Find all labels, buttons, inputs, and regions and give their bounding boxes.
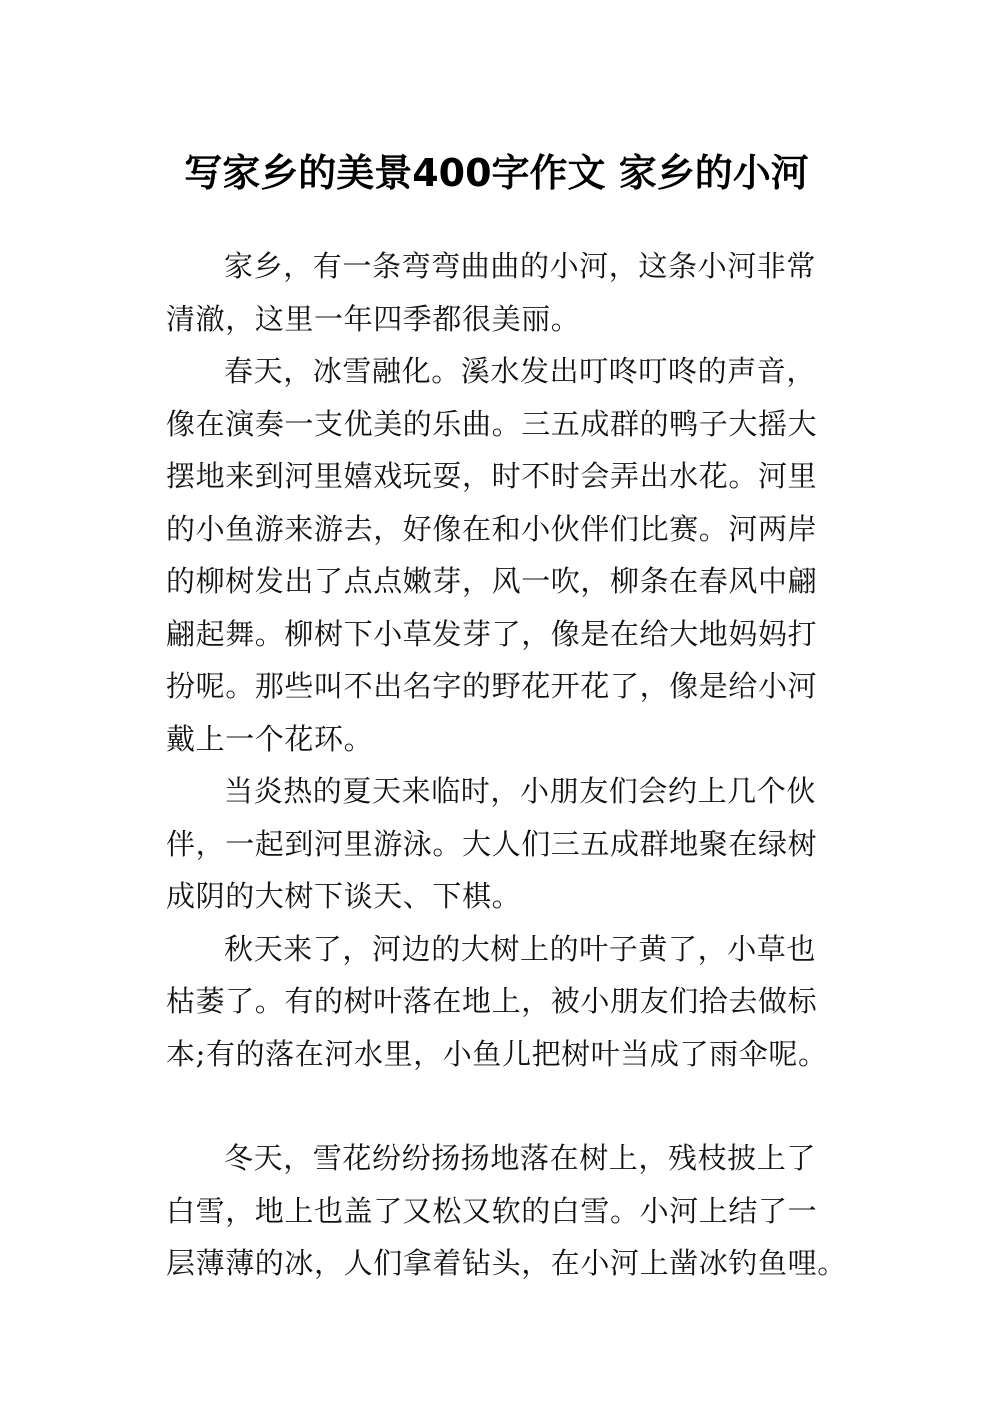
text-line: 秋天来了，河边的大树上的叶子黄了，小草也 xyxy=(224,931,817,966)
page-title: 写家乡的美景400字作文 家乡的小河 xyxy=(184,151,809,196)
text-line: 摆地来到河里嬉戏玩耍，时不时会弄出水花。河里 xyxy=(166,459,818,493)
paragraph-summer xyxy=(166,765,856,923)
text-line: 枯萎了。有的树叶落在地上，被小朋友们拾去做标 xyxy=(166,984,818,1018)
text-line: 像在演奏一支优美的乐曲。三五成群的鸭子大摇大 xyxy=(166,406,818,441)
text-line: 的小鱼游来游去，好像在和小伙伴们比赛。河两岸 xyxy=(166,511,818,546)
text-line: 冬天，雪花纷纷扬扬地落在树上，残枝披上了 xyxy=(224,1141,817,1175)
text-line: 伴，一起到河里游泳。大人们三五成群地聚在绿树 xyxy=(166,826,818,861)
text-line: 当炎热的夏天来临时，小朋友们会约上几个伙 xyxy=(224,774,817,808)
text-line: 清澈，这里一年四季都很美丽。 xyxy=(166,301,581,336)
text-line: 层薄薄的冰，人们拿着钻头，在小河上凿冰钓鱼哩。 xyxy=(166,1246,847,1280)
text-line: 成阴的大树下谈天、下棋。 xyxy=(166,879,522,913)
text-line: 白雪，地上也盖了又松又软的白雪。小河上结了一 xyxy=(166,1193,818,1228)
text-line: 本;有的落在河水里，小鱼儿把树叶当成了雨伞呢。 xyxy=(166,1036,828,1071)
text-line: 的柳树发出了点点嫩芽，风一吹，柳条在春风中翩 xyxy=(166,564,818,598)
text-line: 戴上一个花环。 xyxy=(166,721,374,756)
paragraph-intro xyxy=(166,240,856,345)
text-line: 春天，冰雪融化。溪水发出叮咚叮咚的声音， xyxy=(224,354,817,388)
text-line: 翩起舞。柳树下小草发芽了，像是在给大地妈妈打 xyxy=(166,616,818,651)
paragraph-spring xyxy=(166,345,856,765)
essay-body xyxy=(166,240,856,1290)
paragraph-autumn xyxy=(166,923,856,1081)
paragraph-winter xyxy=(166,1132,856,1290)
text-line: 家乡，有一条弯弯曲曲的小河，这条小河非常 xyxy=(224,249,817,283)
text-line: 扮呢。那些叫不出名字的野花开花了，像是给小河 xyxy=(166,669,818,703)
